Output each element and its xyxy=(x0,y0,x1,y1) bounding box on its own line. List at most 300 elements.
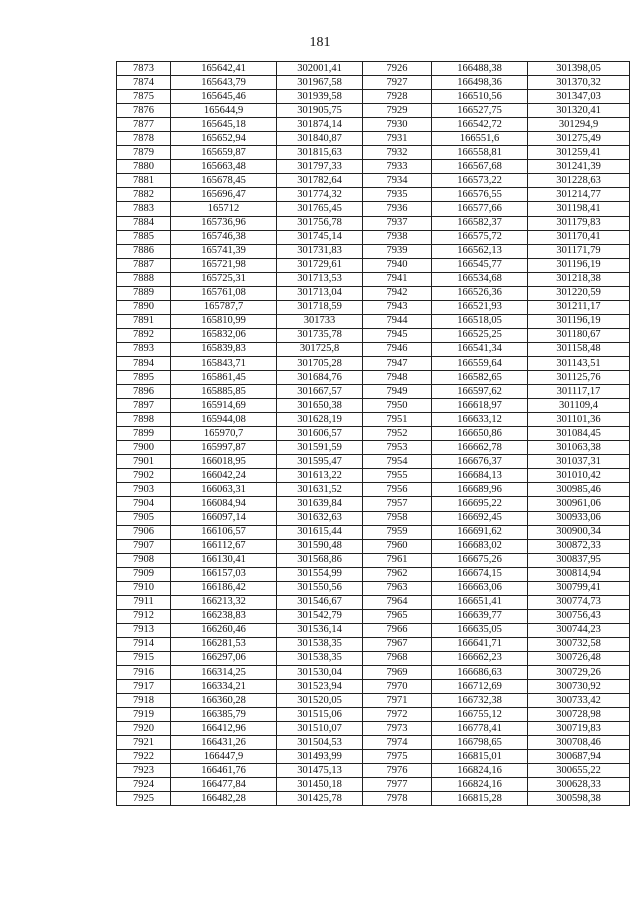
x-coordinate-left-cell: 166281,53 xyxy=(171,637,277,651)
x-coordinate-right-cell: 166684,13 xyxy=(432,469,528,483)
y-coordinate-left-cell: 301520,05 xyxy=(277,694,363,708)
point-number-right-cell: 7958 xyxy=(363,511,432,525)
point-number-left-cell: 7888 xyxy=(117,272,171,286)
x-coordinate-right-cell: 166695,22 xyxy=(432,497,528,511)
x-coordinate-right-cell: 166662,78 xyxy=(432,441,528,455)
point-number-right-cell: 7978 xyxy=(363,792,432,806)
x-coordinate-left-cell: 166334,21 xyxy=(171,680,277,694)
point-number-left-cell: 7910 xyxy=(117,581,171,595)
x-coordinate-right-cell: 166573,22 xyxy=(432,174,528,188)
y-coordinate-left-cell: 301523,94 xyxy=(277,680,363,694)
point-number-left-cell: 7893 xyxy=(117,342,171,356)
y-coordinate-right-cell: 301180,67 xyxy=(528,328,630,342)
y-coordinate-right-cell: 301158,48 xyxy=(528,342,630,356)
point-number-left-cell: 7918 xyxy=(117,694,171,708)
y-coordinate-right-cell: 300729,26 xyxy=(528,666,630,680)
point-number-right-cell: 7950 xyxy=(363,399,432,413)
y-coordinate-left-cell: 301510,07 xyxy=(277,722,363,736)
x-coordinate-left-cell: 166412,96 xyxy=(171,722,277,736)
point-number-left-cell: 7915 xyxy=(117,651,171,665)
y-coordinate-right-cell: 301275,49 xyxy=(528,132,630,146)
x-coordinate-right-cell: 166651,41 xyxy=(432,595,528,609)
point-number-right-cell: 7972 xyxy=(363,708,432,722)
x-coordinate-left-cell: 166157,03 xyxy=(171,567,277,581)
y-coordinate-left-cell: 301595,47 xyxy=(277,455,363,469)
point-number-right-cell: 7929 xyxy=(363,104,432,118)
point-number-left-cell: 7909 xyxy=(117,567,171,581)
y-coordinate-left-cell: 301774,32 xyxy=(277,188,363,202)
x-coordinate-right-cell: 166618,97 xyxy=(432,399,528,413)
table-row xyxy=(117,736,630,750)
point-number-left-cell: 7885 xyxy=(117,230,171,244)
table-row xyxy=(117,455,630,469)
y-coordinate-right-cell: 300744,23 xyxy=(528,623,630,637)
y-coordinate-left-cell: 301684,76 xyxy=(277,371,363,385)
x-coordinate-left-cell: 166482,28 xyxy=(171,792,277,806)
x-coordinate-right-cell: 166526,36 xyxy=(432,286,528,300)
y-coordinate-right-cell: 301101,36 xyxy=(528,413,630,427)
x-coordinate-left-cell: 166106,57 xyxy=(171,525,277,539)
point-number-right-cell: 7952 xyxy=(363,427,432,441)
point-number-left-cell: 7899 xyxy=(117,427,171,441)
point-number-right-cell: 7943 xyxy=(363,300,432,314)
y-coordinate-left-cell: 301515,06 xyxy=(277,708,363,722)
x-coordinate-left-cell: 165696,47 xyxy=(171,188,277,202)
y-coordinate-left-cell: 301650,38 xyxy=(277,399,363,413)
x-coordinate-right-cell: 166674,15 xyxy=(432,567,528,581)
x-coordinate-left-cell: 166385,79 xyxy=(171,708,277,722)
y-coordinate-right-cell: 301171,79 xyxy=(528,244,630,258)
x-coordinate-left-cell: 165741,39 xyxy=(171,244,277,258)
y-coordinate-right-cell: 301241,39 xyxy=(528,160,630,174)
point-number-right-cell: 7976 xyxy=(363,764,432,778)
point-number-left-cell: 7890 xyxy=(117,300,171,314)
point-number-right-cell: 7977 xyxy=(363,778,432,792)
table-row xyxy=(117,76,630,90)
y-coordinate-left-cell: 301967,58 xyxy=(277,76,363,90)
point-number-left-cell: 7900 xyxy=(117,441,171,455)
x-coordinate-left-cell: 165885,85 xyxy=(171,385,277,399)
x-coordinate-right-cell: 166562,13 xyxy=(432,244,528,258)
x-coordinate-right-cell: 166633,12 xyxy=(432,413,528,427)
point-number-left-cell: 7904 xyxy=(117,497,171,511)
point-number-right-cell: 7933 xyxy=(363,160,432,174)
point-number-left-cell: 7876 xyxy=(117,104,171,118)
table-row xyxy=(117,118,630,132)
y-coordinate-left-cell: 301615,44 xyxy=(277,525,363,539)
y-coordinate-left-cell: 301538,35 xyxy=(277,651,363,665)
table-row xyxy=(117,286,630,300)
point-number-left-cell: 7902 xyxy=(117,469,171,483)
y-coordinate-right-cell: 300628,33 xyxy=(528,778,630,792)
point-number-right-cell: 7928 xyxy=(363,90,432,104)
x-coordinate-left-cell: 166186,42 xyxy=(171,581,277,595)
point-number-right-cell: 7931 xyxy=(363,132,432,146)
point-number-right-cell: 7960 xyxy=(363,539,432,553)
table-row xyxy=(117,413,630,427)
point-number-right-cell: 7956 xyxy=(363,483,432,497)
point-number-left-cell: 7886 xyxy=(117,244,171,258)
point-number-left-cell: 7874 xyxy=(117,76,171,90)
x-coordinate-left-cell: 165761,08 xyxy=(171,286,277,300)
point-number-left-cell: 7883 xyxy=(117,202,171,216)
table-row xyxy=(117,581,630,595)
point-number-left-cell: 7906 xyxy=(117,525,171,539)
y-coordinate-right-cell: 300687,94 xyxy=(528,750,630,764)
y-coordinate-left-cell: 301797,33 xyxy=(277,160,363,174)
y-coordinate-left-cell: 301475,13 xyxy=(277,764,363,778)
point-number-left-cell: 7923 xyxy=(117,764,171,778)
x-coordinate-right-cell: 166683,02 xyxy=(432,539,528,553)
x-coordinate-left-cell: 165645,18 xyxy=(171,118,277,132)
x-coordinate-right-cell: 166575,72 xyxy=(432,230,528,244)
x-coordinate-left-cell: 165659,87 xyxy=(171,146,277,160)
y-coordinate-right-cell: 300933,06 xyxy=(528,511,630,525)
point-number-left-cell: 7895 xyxy=(117,371,171,385)
point-number-right-cell: 7974 xyxy=(363,736,432,750)
point-number-left-cell: 7878 xyxy=(117,132,171,146)
x-coordinate-left-cell: 166260,46 xyxy=(171,623,277,637)
y-coordinate-right-cell: 300961,06 xyxy=(528,497,630,511)
table-row xyxy=(117,441,630,455)
point-number-right-cell: 7932 xyxy=(363,146,432,160)
y-coordinate-right-cell: 301143,51 xyxy=(528,356,630,370)
table-row xyxy=(117,146,630,160)
y-coordinate-right-cell: 301398,05 xyxy=(528,62,630,76)
y-coordinate-left-cell: 301725,8 xyxy=(277,342,363,356)
table-row xyxy=(117,62,630,76)
y-coordinate-right-cell: 301084,45 xyxy=(528,427,630,441)
point-number-right-cell: 7944 xyxy=(363,314,432,328)
x-coordinate-left-cell: 166130,41 xyxy=(171,553,277,567)
x-coordinate-left-cell: 165644,9 xyxy=(171,104,277,118)
point-number-right-cell: 7954 xyxy=(363,455,432,469)
y-coordinate-left-cell: 301590,48 xyxy=(277,539,363,553)
x-coordinate-right-cell: 166582,65 xyxy=(432,371,528,385)
y-coordinate-left-cell: 301667,57 xyxy=(277,385,363,399)
table-row xyxy=(117,399,630,413)
point-number-right-cell: 7930 xyxy=(363,118,432,132)
table-row xyxy=(117,160,630,174)
x-coordinate-left-cell: 165861,45 xyxy=(171,371,277,385)
table-row xyxy=(117,258,630,272)
y-coordinate-left-cell: 301765,45 xyxy=(277,202,363,216)
point-number-right-cell: 7926 xyxy=(363,62,432,76)
y-coordinate-left-cell: 302001,41 xyxy=(277,62,363,76)
table-row xyxy=(117,651,630,665)
x-coordinate-right-cell: 166558,81 xyxy=(432,146,528,160)
table-row xyxy=(117,385,630,399)
x-coordinate-right-cell: 166518,05 xyxy=(432,314,528,328)
y-coordinate-right-cell: 300730,92 xyxy=(528,680,630,694)
point-number-left-cell: 7917 xyxy=(117,680,171,694)
point-number-left-cell: 7901 xyxy=(117,455,171,469)
x-coordinate-left-cell: 165843,71 xyxy=(171,356,277,370)
x-coordinate-right-cell: 166686,63 xyxy=(432,666,528,680)
x-coordinate-left-cell: 166112,67 xyxy=(171,539,277,553)
table-row xyxy=(117,666,630,680)
table-row xyxy=(117,356,630,370)
x-coordinate-left-cell: 165712 xyxy=(171,202,277,216)
table-row xyxy=(117,216,630,230)
point-number-left-cell: 7896 xyxy=(117,385,171,399)
y-coordinate-right-cell: 300728,98 xyxy=(528,708,630,722)
point-number-left-cell: 7892 xyxy=(117,328,171,342)
y-coordinate-right-cell: 301037,31 xyxy=(528,455,630,469)
x-coordinate-left-cell: 165736,96 xyxy=(171,216,277,230)
y-coordinate-right-cell: 300733,42 xyxy=(528,694,630,708)
table-row xyxy=(117,342,630,356)
point-number-right-cell: 7961 xyxy=(363,553,432,567)
coordinates-table-body xyxy=(117,62,630,806)
y-coordinate-left-cell: 301568,86 xyxy=(277,553,363,567)
x-coordinate-right-cell: 166778,41 xyxy=(432,722,528,736)
x-coordinate-left-cell: 166084,94 xyxy=(171,497,277,511)
x-coordinate-right-cell: 166582,37 xyxy=(432,216,528,230)
table-row xyxy=(117,595,630,609)
x-coordinate-left-cell: 165643,79 xyxy=(171,76,277,90)
point-number-left-cell: 7907 xyxy=(117,539,171,553)
x-coordinate-right-cell: 166650,86 xyxy=(432,427,528,441)
point-number-right-cell: 7949 xyxy=(363,385,432,399)
point-number-left-cell: 7882 xyxy=(117,188,171,202)
y-coordinate-right-cell: 301010,42 xyxy=(528,469,630,483)
y-coordinate-right-cell: 301109,4 xyxy=(528,399,630,413)
table-row xyxy=(117,371,630,385)
y-coordinate-right-cell: 300708,46 xyxy=(528,736,630,750)
table-row xyxy=(117,300,630,314)
point-number-right-cell: 7969 xyxy=(363,666,432,680)
x-coordinate-left-cell: 165663,48 xyxy=(171,160,277,174)
table-row xyxy=(117,722,630,736)
point-number-left-cell: 7898 xyxy=(117,413,171,427)
point-number-left-cell: 7913 xyxy=(117,623,171,637)
y-coordinate-right-cell: 301294,9 xyxy=(528,118,630,132)
x-coordinate-right-cell: 166534,68 xyxy=(432,272,528,286)
y-coordinate-right-cell: 300799,41 xyxy=(528,581,630,595)
y-coordinate-right-cell: 300732,58 xyxy=(528,637,630,651)
x-coordinate-left-cell: 165970,7 xyxy=(171,427,277,441)
y-coordinate-right-cell: 300774,73 xyxy=(528,595,630,609)
table-row xyxy=(117,764,630,778)
y-coordinate-right-cell: 300598,38 xyxy=(528,792,630,806)
x-coordinate-right-cell: 166824,16 xyxy=(432,778,528,792)
x-coordinate-right-cell: 166510,56 xyxy=(432,90,528,104)
x-coordinate-right-cell: 166712,69 xyxy=(432,680,528,694)
table-row xyxy=(117,483,630,497)
x-coordinate-left-cell: 166461,76 xyxy=(171,764,277,778)
table-row xyxy=(117,623,630,637)
point-number-right-cell: 7939 xyxy=(363,244,432,258)
table-row xyxy=(117,202,630,216)
x-coordinate-right-cell: 166577,66 xyxy=(432,202,528,216)
table-row xyxy=(117,230,630,244)
y-coordinate-left-cell: 301733 xyxy=(277,314,363,328)
x-coordinate-left-cell: 165832,06 xyxy=(171,328,277,342)
x-coordinate-right-cell: 166732,38 xyxy=(432,694,528,708)
point-number-left-cell: 7925 xyxy=(117,792,171,806)
x-coordinate-left-cell: 166447,9 xyxy=(171,750,277,764)
table-row xyxy=(117,792,630,806)
y-coordinate-right-cell: 301170,41 xyxy=(528,230,630,244)
y-coordinate-right-cell: 301211,17 xyxy=(528,300,630,314)
x-coordinate-right-cell: 166662,23 xyxy=(432,651,528,665)
x-coordinate-left-cell: 165914,69 xyxy=(171,399,277,413)
y-coordinate-right-cell: 301198,41 xyxy=(528,202,630,216)
table-row xyxy=(117,469,630,483)
point-number-left-cell: 7914 xyxy=(117,637,171,651)
y-coordinate-right-cell: 301220,59 xyxy=(528,286,630,300)
x-coordinate-left-cell: 166477,84 xyxy=(171,778,277,792)
x-coordinate-right-cell: 166597,62 xyxy=(432,385,528,399)
y-coordinate-left-cell: 301538,35 xyxy=(277,637,363,651)
y-coordinate-right-cell: 301196,19 xyxy=(528,314,630,328)
x-coordinate-right-cell: 166567,68 xyxy=(432,160,528,174)
table-row xyxy=(117,525,630,539)
point-number-right-cell: 7946 xyxy=(363,342,432,356)
x-coordinate-right-cell: 166692,45 xyxy=(432,511,528,525)
x-coordinate-right-cell: 166641,71 xyxy=(432,637,528,651)
y-coordinate-left-cell: 301815,63 xyxy=(277,146,363,160)
point-number-right-cell: 7953 xyxy=(363,441,432,455)
x-coordinate-right-cell: 166488,38 xyxy=(432,62,528,76)
table-row xyxy=(117,553,630,567)
point-number-right-cell: 7973 xyxy=(363,722,432,736)
y-coordinate-left-cell: 301632,63 xyxy=(277,511,363,525)
point-number-left-cell: 7897 xyxy=(117,399,171,413)
point-number-left-cell: 7924 xyxy=(117,778,171,792)
point-number-right-cell: 7955 xyxy=(363,469,432,483)
y-coordinate-right-cell: 301196,19 xyxy=(528,258,630,272)
y-coordinate-left-cell: 301735,78 xyxy=(277,328,363,342)
y-coordinate-left-cell: 301713,04 xyxy=(277,286,363,300)
y-coordinate-left-cell: 301729,61 xyxy=(277,258,363,272)
point-number-right-cell: 7927 xyxy=(363,76,432,90)
x-coordinate-right-cell: 166576,55 xyxy=(432,188,528,202)
y-coordinate-left-cell: 301530,04 xyxy=(277,666,363,680)
y-coordinate-left-cell: 301554,99 xyxy=(277,567,363,581)
x-coordinate-left-cell: 166238,83 xyxy=(171,609,277,623)
table-row xyxy=(117,272,630,286)
point-number-right-cell: 7941 xyxy=(363,272,432,286)
y-coordinate-left-cell: 301713,53 xyxy=(277,272,363,286)
x-coordinate-left-cell: 166018,95 xyxy=(171,455,277,469)
point-number-left-cell: 7919 xyxy=(117,708,171,722)
y-coordinate-right-cell: 301063,38 xyxy=(528,441,630,455)
table-row xyxy=(117,497,630,511)
x-coordinate-left-cell: 165746,38 xyxy=(171,230,277,244)
y-coordinate-right-cell: 300900,34 xyxy=(528,525,630,539)
point-number-right-cell: 7945 xyxy=(363,328,432,342)
y-coordinate-left-cell: 301745,14 xyxy=(277,230,363,244)
x-coordinate-left-cell: 166431,26 xyxy=(171,736,277,750)
table-row xyxy=(117,314,630,328)
x-coordinate-right-cell: 166542,72 xyxy=(432,118,528,132)
y-coordinate-right-cell: 301218,38 xyxy=(528,272,630,286)
x-coordinate-right-cell: 166689,96 xyxy=(432,483,528,497)
table-row xyxy=(117,680,630,694)
table-row xyxy=(117,132,630,146)
point-number-left-cell: 7881 xyxy=(117,174,171,188)
point-number-right-cell: 7942 xyxy=(363,286,432,300)
x-coordinate-left-cell: 165678,45 xyxy=(171,174,277,188)
y-coordinate-right-cell: 300814,94 xyxy=(528,567,630,581)
x-coordinate-right-cell: 166691,62 xyxy=(432,525,528,539)
x-coordinate-right-cell: 166527,75 xyxy=(432,104,528,118)
x-coordinate-left-cell: 165652,94 xyxy=(171,132,277,146)
point-number-left-cell: 7920 xyxy=(117,722,171,736)
y-coordinate-left-cell: 301840,87 xyxy=(277,132,363,146)
point-number-right-cell: 7965 xyxy=(363,609,432,623)
coordinates-table xyxy=(116,61,630,806)
x-coordinate-left-cell: 165944,08 xyxy=(171,413,277,427)
page-number: 181 xyxy=(309,35,331,50)
point-number-left-cell: 7873 xyxy=(117,62,171,76)
y-coordinate-right-cell: 300719,83 xyxy=(528,722,630,736)
y-coordinate-left-cell: 301718,59 xyxy=(277,300,363,314)
point-number-right-cell: 7948 xyxy=(363,371,432,385)
y-coordinate-left-cell: 301546,67 xyxy=(277,595,363,609)
x-coordinate-left-cell: 165839,83 xyxy=(171,342,277,356)
x-coordinate-left-cell: 165810,99 xyxy=(171,314,277,328)
x-coordinate-left-cell: 166063,31 xyxy=(171,483,277,497)
point-number-left-cell: 7875 xyxy=(117,90,171,104)
x-coordinate-right-cell: 166663,06 xyxy=(432,581,528,595)
point-number-right-cell: 7966 xyxy=(363,623,432,637)
point-number-right-cell: 7975 xyxy=(363,750,432,764)
y-coordinate-left-cell: 301782,64 xyxy=(277,174,363,188)
y-coordinate-left-cell: 301731,83 xyxy=(277,244,363,258)
point-number-right-cell: 7962 xyxy=(363,567,432,581)
x-coordinate-right-cell: 166551,6 xyxy=(432,132,528,146)
x-coordinate-right-cell: 166525,25 xyxy=(432,328,528,342)
x-coordinate-right-cell: 166635,05 xyxy=(432,623,528,637)
x-coordinate-right-cell: 166824,16 xyxy=(432,764,528,778)
y-coordinate-left-cell: 301705,28 xyxy=(277,356,363,370)
y-coordinate-right-cell: 301347,03 xyxy=(528,90,630,104)
y-coordinate-left-cell: 301504,53 xyxy=(277,736,363,750)
y-coordinate-left-cell: 301631,52 xyxy=(277,483,363,497)
table-row xyxy=(117,567,630,581)
x-coordinate-right-cell: 166675,26 xyxy=(432,553,528,567)
table-row xyxy=(117,244,630,258)
point-number-right-cell: 7951 xyxy=(363,413,432,427)
x-coordinate-right-cell: 166521,93 xyxy=(432,300,528,314)
y-coordinate-right-cell: 300985,46 xyxy=(528,483,630,497)
y-coordinate-left-cell: 301425,78 xyxy=(277,792,363,806)
x-coordinate-left-cell: 166314,25 xyxy=(171,666,277,680)
table-row xyxy=(117,750,630,764)
x-coordinate-left-cell: 165725,31 xyxy=(171,272,277,286)
x-coordinate-left-cell: 165642,41 xyxy=(171,62,277,76)
table-row xyxy=(117,609,630,623)
table-row xyxy=(117,708,630,722)
point-number-left-cell: 7884 xyxy=(117,216,171,230)
y-coordinate-right-cell: 301214,77 xyxy=(528,188,630,202)
point-number-right-cell: 7968 xyxy=(363,651,432,665)
x-coordinate-right-cell: 166755,12 xyxy=(432,708,528,722)
point-number-right-cell: 7947 xyxy=(363,356,432,370)
point-number-right-cell: 7957 xyxy=(363,497,432,511)
point-number-right-cell: 7940 xyxy=(363,258,432,272)
table-row xyxy=(117,427,630,441)
table-row xyxy=(117,778,630,792)
y-coordinate-right-cell: 301259,41 xyxy=(528,146,630,160)
y-coordinate-left-cell: 301591,59 xyxy=(277,441,363,455)
point-number-left-cell: 7905 xyxy=(117,511,171,525)
point-number-right-cell: 7935 xyxy=(363,188,432,202)
point-number-left-cell: 7911 xyxy=(117,595,171,609)
